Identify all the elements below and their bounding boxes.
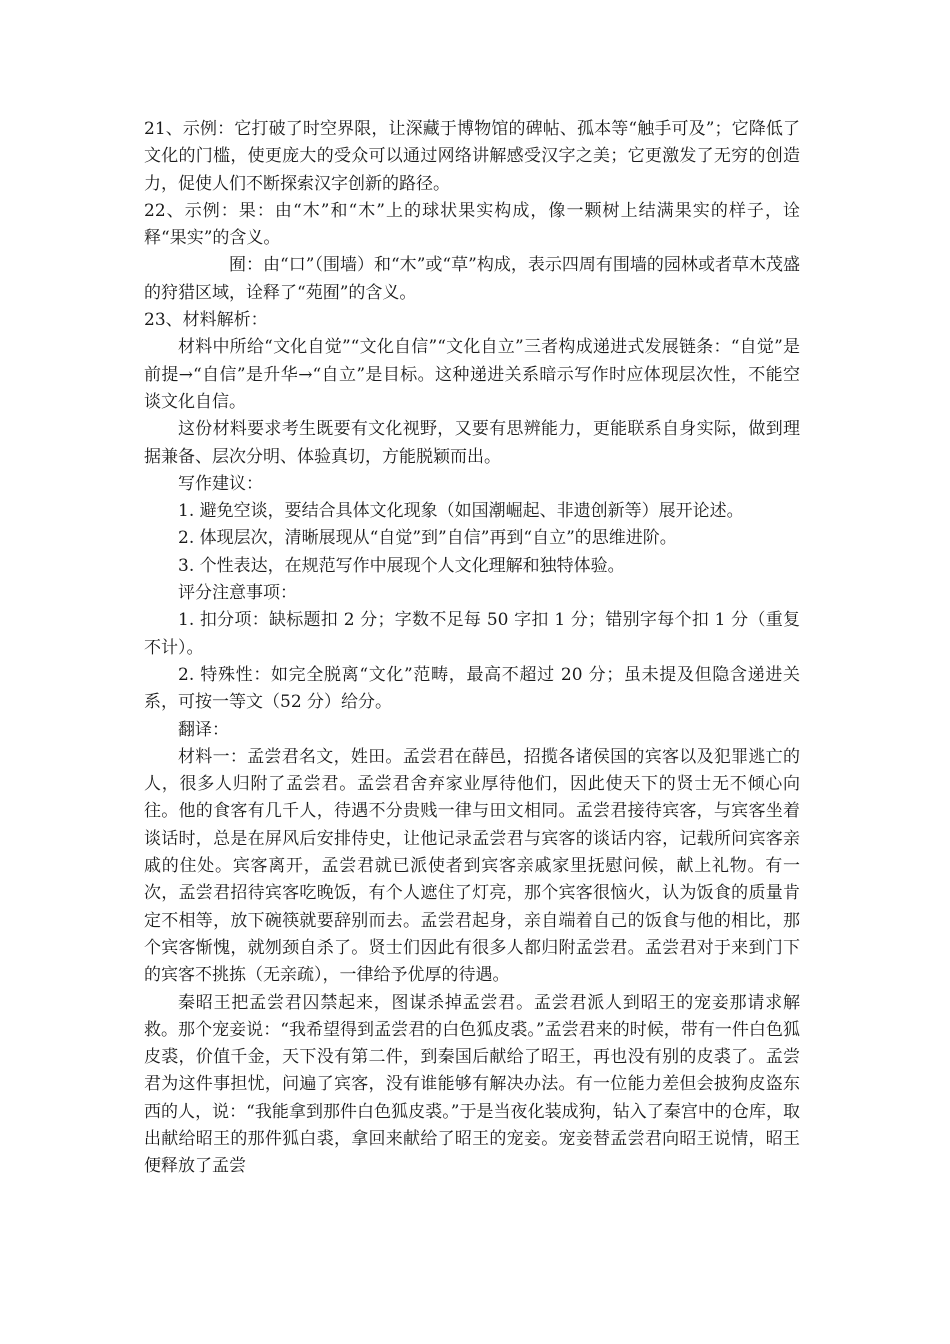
translation-heading: 翻译： <box>178 719 229 740</box>
analysis-paragraph-1: 材料中所给“文化自觉”“文化自信”“文化自立”三者构成递进式发展链条：“自觉”是前提→“自信”是升华→“自立”是目标。这种递进关系暗示写作时应体现层次性，不能空谈文化自信。 <box>144 337 800 412</box>
document-body <box>144 116 800 1181</box>
writing-advice-heading: 写作建议： <box>178 473 263 494</box>
answer-22: 22、示例：果：由“木”和“木”上的球状果实构成，像一颗树上结满果实的样子，诠释“果实”的含义。 <box>144 200 800 249</box>
analysis-paragraph-2: 这份材料要求考生既要有文化视野，又要有思辨能力，更能联系自身实际，做到理据兼备、层次分明、体验真切，方能脱颖而出。 <box>144 419 800 467</box>
answer-22-second-example: 囿：由“口”（围墙）和“木”或“草”构成，表示四周有围墙的园林或者草木茂盛的狩猎区域，诠释了“苑囿”的含义。 <box>144 255 800 303</box>
grading-note-2: 2. 特殊性：如完全脱离“文化”范畴，最高不超过 20 分；虽未提及但隐含递进关系，可按一等文（52 分）给分。 <box>144 664 800 713</box>
answer-23-heading: 23、材料解析： <box>144 310 268 331</box>
translation-paragraph-2: 秦昭王把孟尝君囚禁起来，图谋杀掉孟尝君。孟尝君派人到昭王的宠妾那请求解救。那个宠妾说：“我希望得到孟尝君的白色狐皮裘。”孟尝君来的时候，带有一件白色狐皮裘，价值千金，天下没有第二件，到秦国后献给了昭王，再也没有别的皮裘了。孟尝君为这件事担忧，问遍了宾客，没有谁能够有解决办法。有一位能力差但会披狗皮盗东西的人，说：“我能拿到那件白色狐皮裘。”于是当夜化装成狗，钻入了秦宫中的仓库，取出献给昭王的那件狐白裘，拿回来献给了昭王的宠妾。宠妾替孟尝君向昭王说情，昭王便释放了孟尝 <box>144 992 800 1177</box>
writing-advice-item-2: 2. 体现层次，清晰展现从“自觉”到”自信”再到“自立”的思维进阶。 <box>178 528 677 549</box>
grading-note-1: 1. 扣分项：缺标题扣 2 分；字数不足每 50 字扣 1 分；错别字每个扣 1 分（重复不计）。 <box>144 610 800 658</box>
answer-21: 21、示例：它打破了时空界限，让深藏于博物馆的碑帖、孤本等“触手可及”；它降低了文化的门槛，使更庞大的受众可以通过网络讲解感受汉字之美；它更激发了无穷的创造力，促使人们不断探索汉字创新的路径。 <box>144 119 800 194</box>
translation-paragraph-1: 材料一：孟尝君名文，姓田。孟尝君在薛邑，招揽各诸侯国的宾客以及犯罪逃亡的人，很多人归附了孟尝君。孟尝君舍弃家业厚待他们，因此使天下的贤士无不倾心向往。他的食客有几千人，待遇不分贵贱一律与田文相同。孟尝君接待宾客，与宾客坐着谈话时，总是在屏风后安排侍史，让他记录孟尝君与宾客的谈话内容，记载所问宾客亲戚的住处。宾客离开，孟尝君就已派使者到宾客亲戚家里抚慰问候，献上礼物。有一次，孟尝君招待宾客吃晚饭，有个人遮住了灯亮，那个宾客很恼火，认为饭食的质量肯定不相等，放下碗筷就要辞别而去。孟尝君起身，亲自端着自己的饭食与他的相比，那个宾客惭愧，就刎颈自杀了。贤士们因此有很多人都归附孟尝君。孟尝君对于来到门下的宾客不挑拣（无亲疏），一律给予优厚的待遇。 <box>144 746 800 986</box>
grading-notes-heading: 评分注意事项： <box>178 583 297 604</box>
writing-advice-item-1: 1. 避免空谈，要结合具体文化现象（如国潮崛起、非遗创新等）展开论述。 <box>178 501 744 522</box>
writing-advice-item-3: 3. 个性表达，在规范写作中展现个人文化理解和独特体验。 <box>178 555 625 576</box>
